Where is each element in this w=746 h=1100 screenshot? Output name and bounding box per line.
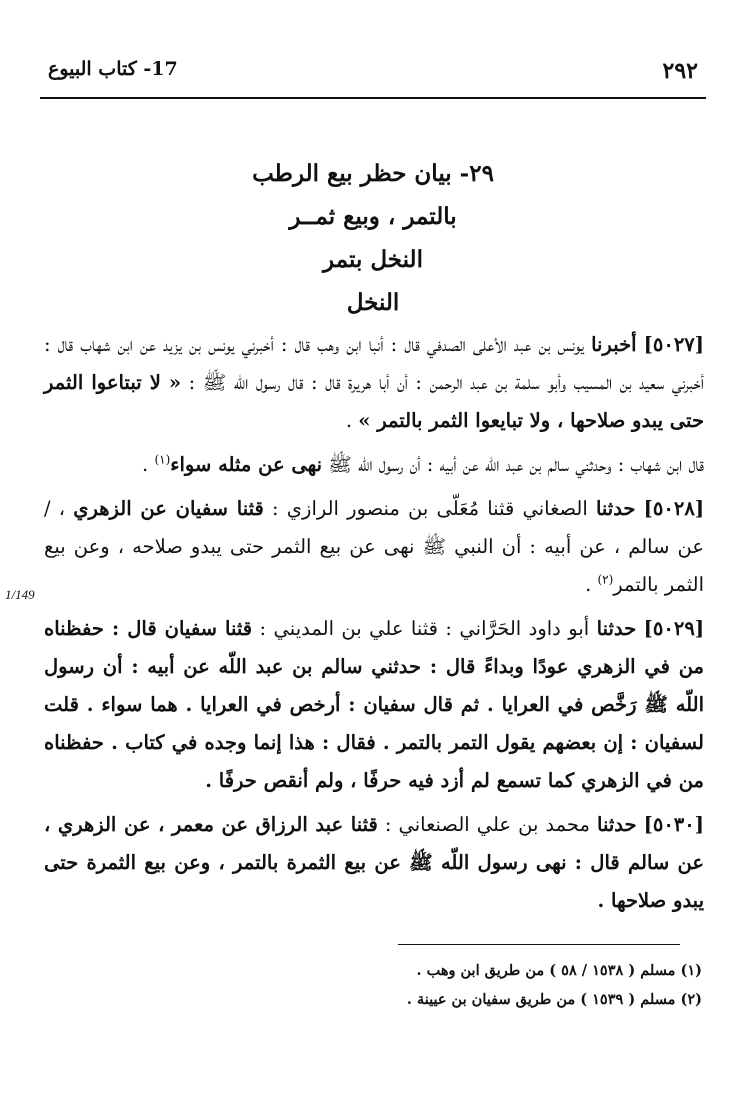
hadith-5030 — [44, 806, 704, 920]
hadith-lead: أخبرنا — [591, 333, 637, 356]
page-header — [40, 50, 706, 90]
footnote-ref-2: (٢) — [597, 572, 614, 587]
hadith-5028 — [44, 490, 704, 604]
footnote-2: (٢) مسلم ( ١٥٣٩ ) من طريق سفيان بن عيينة . — [406, 991, 702, 1008]
hadith-5027 — [44, 326, 704, 440]
chapter-title-line-4: النخل — [346, 289, 400, 316]
chapter-title-line-2: بالتمر ، وبيع ثمــر — [289, 203, 457, 230]
hadith-text: محمد بن علي الصنعاني : — [384, 813, 590, 836]
hadith-text: قال ابن شهاب : وحدثني سالم بن عبد اللّه عن أبيه : أن رسول اللّه ﷺ — [328, 453, 704, 476]
hadith-number: [٥٠٢٧] — [643, 333, 705, 356]
hadith-end: . — [345, 409, 353, 432]
manuscript-folio-note: 1/149 — [5, 587, 35, 602]
footnotes — [44, 956, 702, 1014]
hadith-number: [٥٠٢٨] — [643, 497, 705, 520]
footnote-ref-1: (١) — [154, 452, 171, 467]
header-rule — [40, 97, 706, 99]
footnote-1: (١) مسلم ( ١٥٣٨ / ٥٨ ) من طريق ابن وهب . — [416, 962, 702, 979]
hadith-end: . — [142, 453, 149, 476]
hadith-quote: « لا تبتاعوا الثمر حتى يبدو صلاحها ، ولا تبايعوا الثمر بالتمر » — [44, 371, 704, 432]
hadith-lead: حدثنا — [596, 617, 637, 640]
book-title: 17- كتاب البيوع — [48, 58, 178, 80]
hadith-bold: قثنا سفيان قال : حفظناه من في الزهري عودًا وبداءً قال : حدثني سالم بن عبد اللّه عن أبيه : أن رسول اللّه ﷺ رَخَّص في العرايا . ثم قال سفيان : أرخص في العرايا . هما سواء . قلت لسفيان : إن بعضهم يقول التمر بالتمر . فقال : هذا إنما وجده في كتاب . حفظناه من في الزهري كما تسمع لم أزد فيه حرفًا ، ولم أنقص حرفًا . — [44, 617, 704, 792]
hadith-text: ، / عن سالم ، عن أبيه : أن النبي ﷺ نهى عن بيع الثمر حتى يبدو صلاحه ، وعن بيع الثمر بالتمر — [44, 497, 704, 596]
hadith-bold: قثنا سفيان عن الزهري — [73, 497, 264, 520]
hadith-5029 — [44, 610, 704, 800]
chapter-title — [40, 152, 706, 324]
hadith-lead: حدثنا — [597, 813, 637, 836]
hadith-bold: نهى عن مثله سواء — [170, 453, 323, 476]
chapter-title-line-3: النخل بتمر — [323, 246, 423, 273]
hadith-text: الصغاني قثنا مُعَلّى بن منصور الرازي : — [272, 497, 588, 520]
hadith-text: يونس بن عبد الأعلى الصدفي قال : أنبا ابن وهب قال : أخبرني يونس بن يزيد عن ابن شهاب قال : أخبرني سعيد بن المسيب وأبو سلمة بن عبد الرحمن : أن أبا هريرة قال : قال رسول اللّه ﷺ : — [44, 333, 704, 394]
hadith-bold: قثنا عبد الرزاق عن معمر ، عن الزهري ، عن سالم قال : نهى رسول اللّه ﷺ عن بيع الثمرة بالتمر ، وعن بيع الثمرة حتى يبدو صلاحها . — [44, 813, 704, 912]
hadith-number: [٥٠٣٠] — [643, 813, 704, 836]
hadith-text: أبو داود الحَرَّاني : قثنا علي بن المديني : — [259, 617, 590, 640]
hadith-number: [٥٠٢٩] — [643, 617, 705, 640]
chapter-title-line-1: ٢٩- بيان حظر بيع الرطب — [252, 160, 494, 187]
hadith-lead: حدثنا — [595, 497, 636, 520]
footnote-rule — [398, 944, 680, 945]
body-text — [44, 326, 704, 920]
page-number: ٢٩٢ — [662, 58, 698, 84]
hadith-5027-addendum — [44, 446, 704, 484]
hadith-end: . — [585, 573, 592, 596]
